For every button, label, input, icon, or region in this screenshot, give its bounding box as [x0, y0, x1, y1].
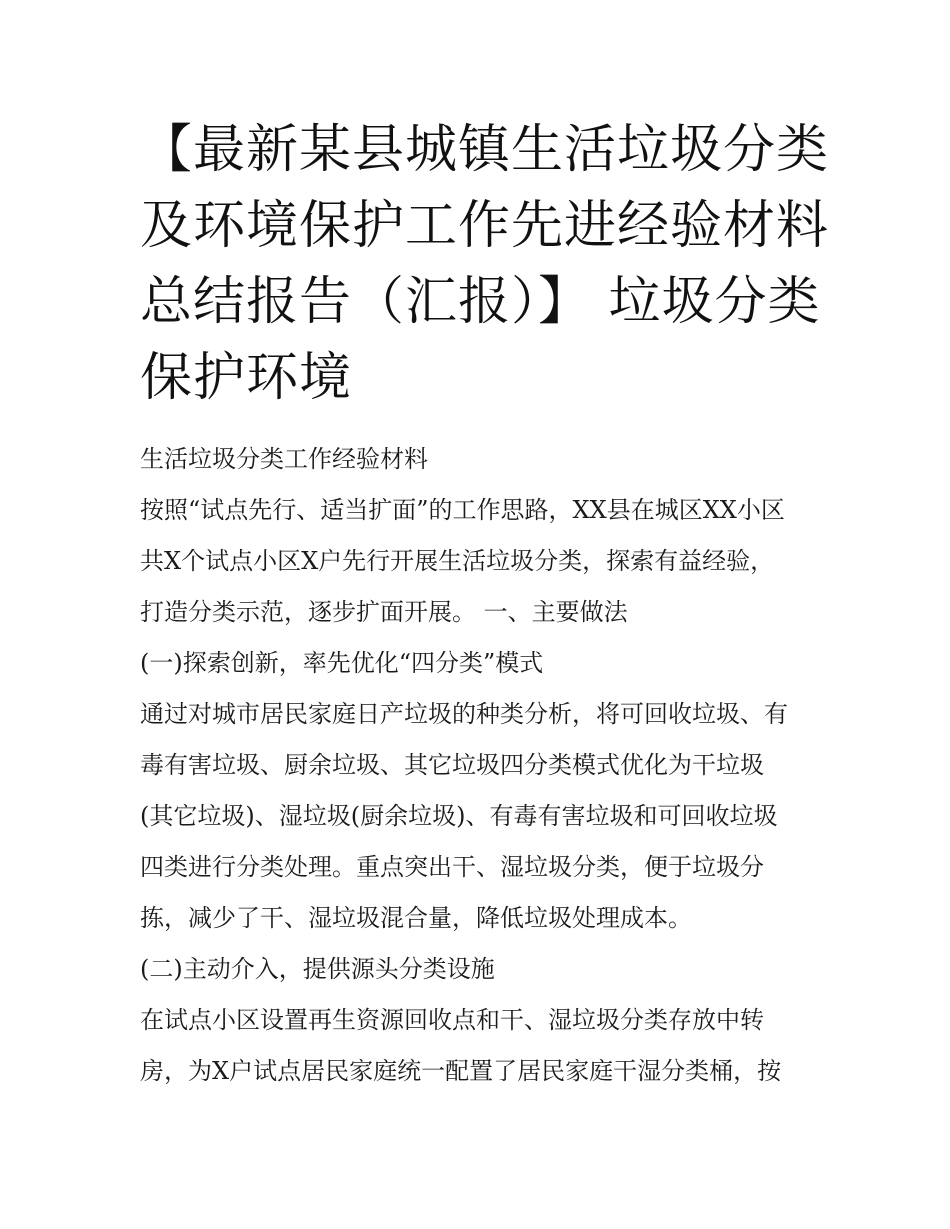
- body-text-line: 通过对城市居民家庭日产垃圾的种类分析，将可回收垃圾、有: [140, 700, 788, 728]
- body-text-line: 按照“试点先行、适当扩面”的工作思路，XX县在城区XX小区: [140, 496, 785, 524]
- section-heading: 生活垃圾分类工作经验材料: [140, 445, 428, 473]
- title-line: 总结报告（汇报）】 垃圾分类: [140, 272, 821, 332]
- body-text-line: 在试点小区设置再生资源回收点和干、湿垃圾分类存放中转: [140, 1006, 764, 1034]
- body-text-line: 共X个试点小区X户先行开展生活垃圾分类，探索有益经验，: [140, 547, 775, 575]
- body-text-line: 打造分类示范，逐步扩面开展。 一、主要做法: [140, 598, 628, 626]
- body-text-line: 房，为X户试点居民家庭统一配置了居民家庭干湿分类桶，按: [140, 1057, 782, 1085]
- body-text-line: (其它垃圾)、湿垃圾(厨余垃圾)、有毒有害垃圾和可回收垃圾: [140, 802, 778, 830]
- title-line: 及环境保护工作先进经验材料: [140, 196, 830, 256]
- title-line: 【最新某县城镇生活垃圾分类: [140, 120, 830, 180]
- body-text-line: 拣，减少了干、湿垃圾混合量，降低垃圾处理成本。: [140, 904, 692, 932]
- subsection-heading: (一)探索创新，率先优化“四分类”模式: [140, 649, 544, 677]
- document-title: [140, 112, 830, 416]
- body-text-line: 毒有害垃圾、厨余垃圾、其它垃圾四分类模式优化为干垃圾: [140, 751, 764, 779]
- subsection-heading: (二)主动介入，提供源头分类设施: [140, 955, 495, 983]
- document-body: [140, 434, 830, 1097]
- title-line: 保护环境: [140, 348, 353, 408]
- body-text-line: 四类进行分类处理。重点突出干、湿垃圾分类，便于垃圾分: [140, 853, 764, 881]
